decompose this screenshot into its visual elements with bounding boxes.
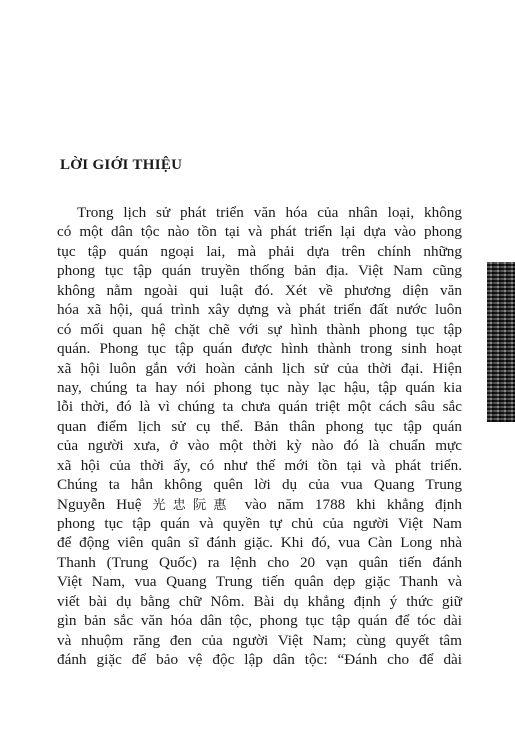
side-image-strip (487, 262, 515, 422)
text-line: Việt Nam, vua Quang Trung tiến quân dẹp giặc Thanh và (57, 573, 462, 591)
text-line: không nằm ngoài qui luật đó. Xét về phương diện văn (57, 281, 462, 299)
text-line: và nhuộm răng đen của người Việt Nam; cùng quyết tâm (57, 631, 462, 649)
text-line: tục tập quán ngoại lai, mà phải dựa trên chính những (57, 242, 462, 260)
text-line: có mối quan hệ chặt chẽ với sự hình thành phong tục tập (57, 320, 462, 338)
text-line: Chúng ta hẳn không quên lời dụ của vua Quang Trung (57, 476, 462, 494)
text-line: phong tục tập quán truyền thống bản địa. Việt Nam cũng (57, 262, 462, 280)
text-line: nay, chúng ta hay nói phong tục này lạc hậu, tập quán kia (57, 378, 462, 396)
body-text (57, 203, 462, 670)
text-line: Thanh (Trung Quốc) ra lệnh cho 20 vạn quân tiến đánh (57, 553, 462, 571)
text-line: có một dân tộc nào tồn tại và phát triển lại dựa vào phong (57, 223, 462, 241)
text-segment: Nguyễn Huệ (57, 495, 153, 513)
text-line: viết bài dụ bằng chữ Nôm. Bài dụ khẳng định ý thức giữ (57, 592, 462, 610)
text-line: xã hội của thời ấy, có như thế mới tồn tại và phát triển. (57, 456, 462, 474)
page-title: LỜI GIỚI THIỆU (60, 157, 183, 173)
text-line: gìn bản sắc văn hóa dân tộc, phong tục tập quán để tóc dài (57, 612, 462, 630)
han-characters: 光忠阮惠 (152, 497, 234, 513)
text-line: phong tục tập quán và quyền tự chủ của người Việt Nam (57, 515, 462, 532)
text-line: Trong lịch sử phát triển văn hóa của nhân loại, không (77, 204, 462, 221)
text-line: xã hội luôn gắn với hoàn cảnh lịch sử của thời đại. Hiện (57, 359, 462, 377)
text-line: hóa xã hội, quá trình xây dựng và phát triển đất nước luôn (57, 301, 462, 319)
text-line: của người xưa, ở vào một thời kỳ nào đó là chuẩn mực (57, 437, 462, 455)
text-line: quan điểm lịch sử cụ thể. Bản thân phong tục tập quán (57, 417, 462, 435)
text-segment: vào năm 1788 khi khẳng định (233, 495, 462, 513)
text-line: lỗi thời, đó là vì chúng ta chưa quán triệt một cách sâu sắc (57, 398, 462, 416)
text-line (57, 495, 462, 514)
text-line: để động viên quân sĩ đánh giặc. Khi đó, vua Càn Long nhà (57, 534, 462, 552)
text-line: quán. Phong tục tập quán được hình thành trong sinh hoạt (57, 340, 462, 358)
text-line: đánh giặc để bảo vệ độc lập dân tộc: “Đánh cho để dài (57, 651, 462, 669)
